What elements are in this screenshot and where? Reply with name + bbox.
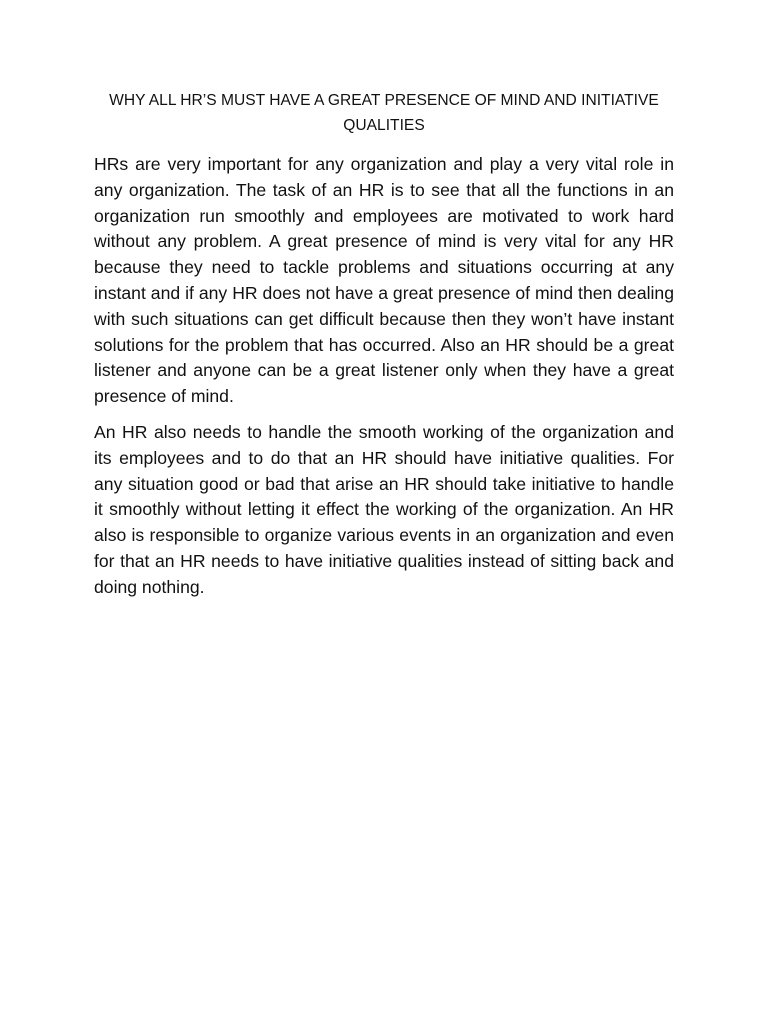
body-paragraph-1: HRs are very important for any organization and play a very vital role in any organization. The task of an HR is to see that all the functions in an organization run smoothly and employees are motivated to work hard without any problem. A great presence of mind is very vital for any HR because they need to tackle problems and situations occurring at any instant and if any HR does not have a great presence of mind then dealing with such situations can get difficult because then they won’t have instant solutions for the problem that has occurred. Also an HR should be a great listener and anyone can be a great listener only when they have a great presence of mind. <box>94 154 674 407</box>
document-title: WHY ALL HR’S MUST HAVE A GREAT PRESENCE OF MIND AND INITIATIVE QUALITIES <box>109 92 659 134</box>
body-paragraph-2: An HR also needs to handle the smooth working of the organization and its employees and to do that an HR should have initiative qualities. For any situation good or bad that arise an HR should take initiative to handle it smoothly without letting it effect the working of the organization. An HR also is responsible to organize various events in an organization and even for that an HR needs to have initiative qualities instead of sitting back and doing nothing. <box>94 421 674 597</box>
document-content <box>94 88 674 611</box>
